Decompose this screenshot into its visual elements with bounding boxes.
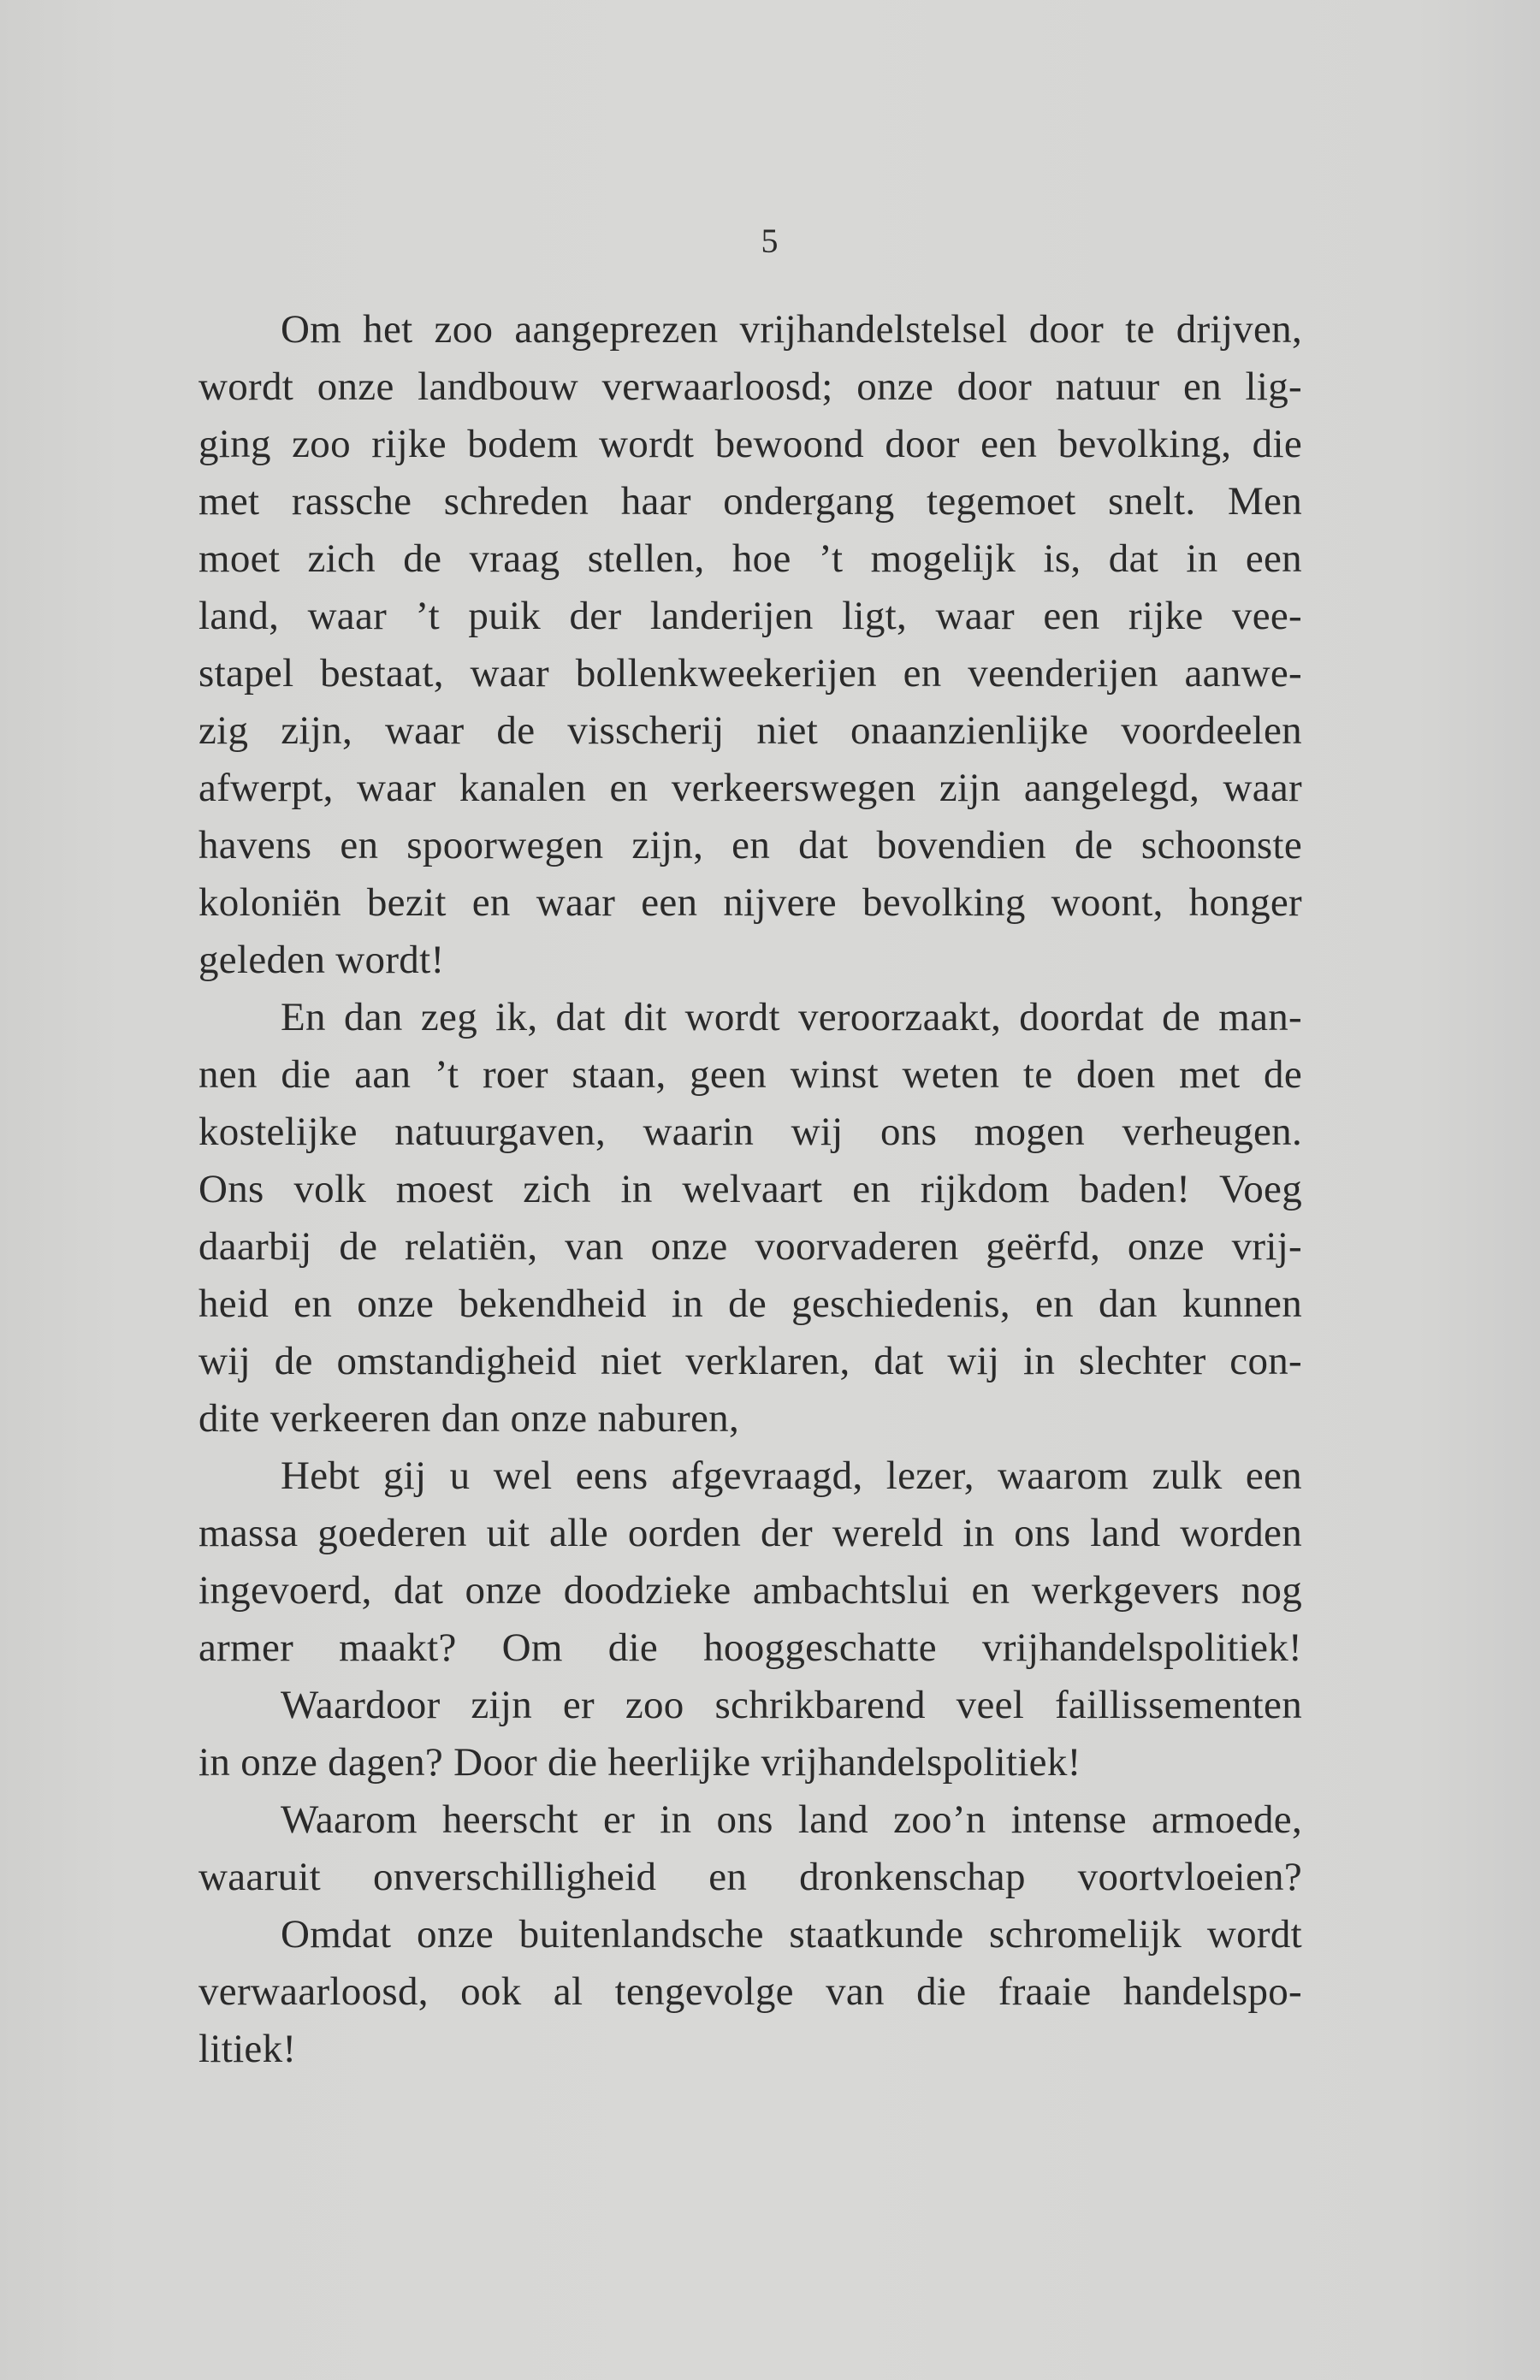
text-line: litiek! (198, 2027, 297, 2071)
text-line: kostelijke natuurgaven, waarin wij ons mogen verheugen. (198, 1110, 1302, 1154)
text-line: armer maakt? Om die hooggeschatte vrijhandelspolitiek! (198, 1625, 1302, 1670)
text-line: zig zijn, waar de visscherij niet onaanzienlijke voordeelen (198, 708, 1302, 753)
text-line: En dan zeg ik, dat dit wordt veroorzaakt, doordat de man- (281, 995, 1302, 1039)
text-line: massa goederen uit alle oorden der wereld in ons land worden (198, 1511, 1302, 1555)
text-line: koloniën bezit en waar een nijvere bevolking woont, honger (198, 880, 1302, 925)
text-line: heid en onze bekendheid in de geschiedenis, en dan kunnen (198, 1282, 1302, 1326)
text-line: stapel bestaat, waar bollenkweekerijen en veenderijen aanwe- (198, 651, 1302, 696)
text-line: havens en spoorwegen zijn, en dat bovendien de schoonste (198, 823, 1302, 867)
text-line: afwerpt, waar kanalen en verkeerswegen zijn aangelegd, waar (198, 766, 1302, 810)
text-line: dite verkeeren dan onze naburen, (198, 1396, 740, 1441)
body-text (198, 301, 1302, 2078)
text-line: Hebt gij u wel eens afgevraagd, lezer, waarom zulk een (281, 1453, 1302, 1498)
text-line: Waarom heerscht er in ons land zoo’n intense armoede, (281, 1797, 1302, 1842)
text-line: verwaarloosd, ook al tengevolge van die fraaie handelspo- (198, 1969, 1302, 2014)
text-line: daarbij de relatiën, van onze voorvaderen geërfd, onze vrij- (198, 1224, 1302, 1269)
text-line: Omdat onze buitenlandsche staatkunde schromelijk wordt (281, 1912, 1302, 1957)
text-line: met rassche schreden haar ondergang tegemoet snelt. Men (198, 479, 1302, 524)
text-line: land, waar ’t puik der landerijen ligt, waar een rijke vee- (198, 594, 1302, 638)
text-line: geleden wordt! (198, 938, 445, 982)
text-line: moet zich de vraag stellen, hoe ’t mogelijk is, dat in een (198, 536, 1302, 581)
text-line: ging zoo rijke bodem wordt bewoond door een bevolking, die (198, 422, 1302, 466)
text-line: in onze dagen? Door die heerlijke vrijhandelspolitiek! (198, 1740, 1081, 1785)
text-line: Ons volk moest zich in welvaart en rijkdom baden! Voeg (198, 1167, 1302, 1211)
text-line: wordt onze landbouw verwaarloosd; onze door natuur en lig- (198, 364, 1302, 409)
text-line: nen die aan ’t roer staan, geen winst weten te doen met de (198, 1052, 1302, 1097)
text-line: Om het zoo aangeprezen vrijhandelstelsel door te drijven, (281, 307, 1302, 352)
text-line: Waardoor zijn er zoo schrikbarend veel faillissementen (281, 1683, 1302, 1727)
text-line: wij de omstandigheid niet verklaren, dat wij in slechter con- (198, 1339, 1302, 1383)
text-line: waaruit onverschilligheid en dronkenschap voortvloeien? (198, 1855, 1302, 1899)
page-number: 5 (761, 222, 779, 260)
text-line: ingevoerd, dat onze doodzieke ambachtslui en werkgevers nog (198, 1568, 1302, 1613)
